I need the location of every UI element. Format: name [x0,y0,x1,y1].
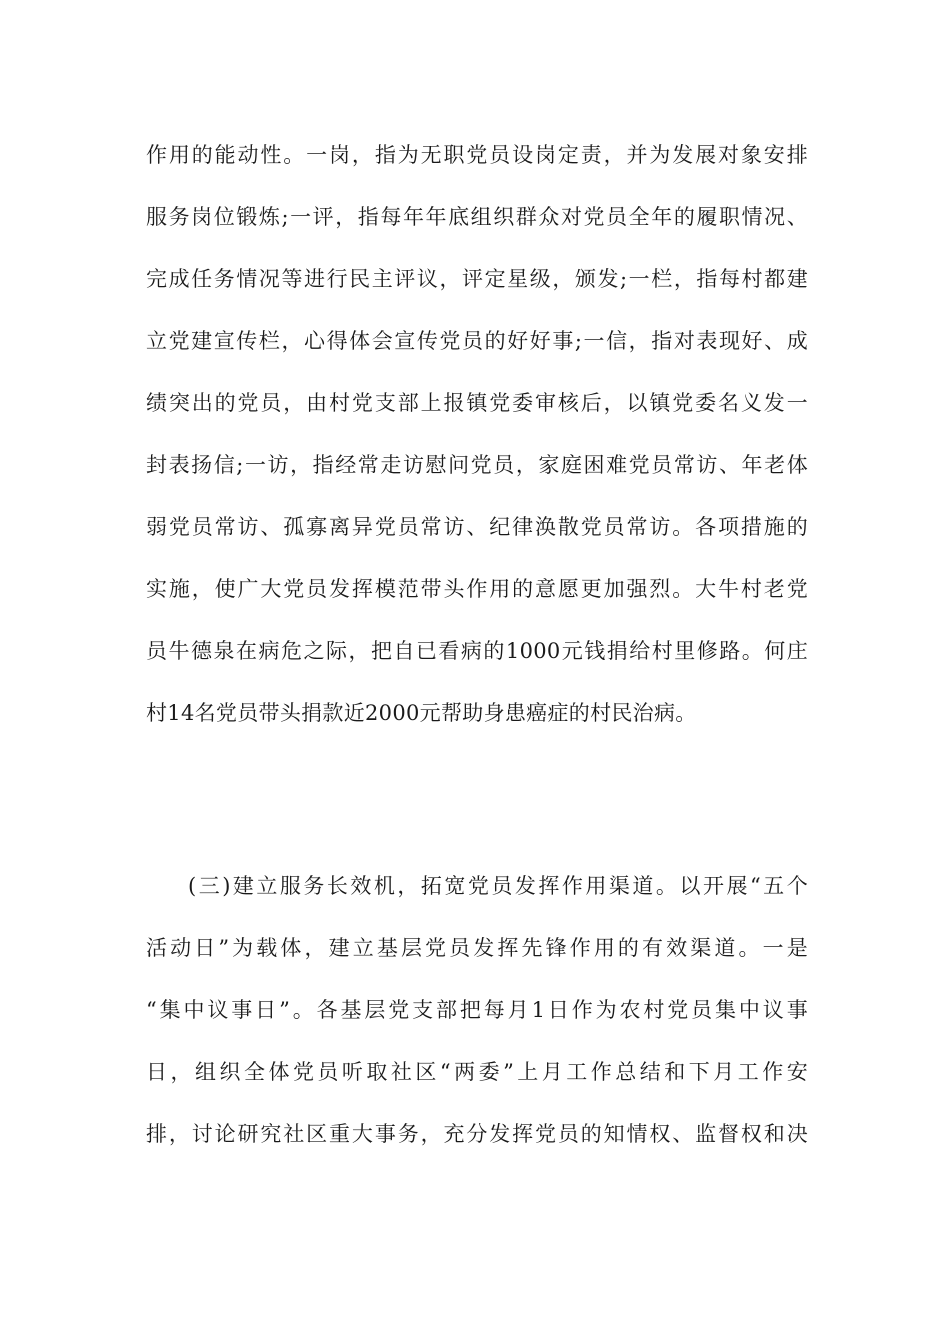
text-line: 弱党员常访、孤寡离异党员常访、纪律涣散党员常访。各项措施的 [146,515,808,539]
text-line: 作用的能动性。一岗，指为无职党员设岗定责，并为发展对象安排 [146,143,808,167]
text-line: 员牛德泉在病危之际，把自已看病的1000元钱捐给村里修路。何庄 [146,639,808,663]
text-line: 排，讨论研究社区重大事务，充分发挥党员的知情权、监督权和决 [146,1122,808,1146]
text-line: “集中议事日”。各基层党支部把每月1日作为农村党员集中议事 [146,998,808,1022]
text-line: 服务岗位锻炼;一评，指每年年底组织群众对党员全年的履职情况、 [146,205,808,229]
text-line: (三)建立服务长效机，拓宽党员发挥作用渠道。以开展“五个 [188,874,808,898]
text-line: 实施，使广大党员发挥模范带头作用的意愿更加强烈。大牛村老党 [146,577,808,601]
text-line: 完成任务情况等进行民主评议，评定星级，颁发;一栏，指每村都建 [146,267,808,291]
text-line: 封表扬信;一访，指经常走访慰问党员，家庭困难党员常访、年老体 [146,453,808,477]
text-line: 立党建宣传栏，心得体会宣传党员的好好事;一信，指对表现好、成 [146,329,808,353]
text-line: 村14名党员带头捐款近2000元帮助身患癌症的村民治病。 [146,701,697,725]
paragraph-party-member-measures [146,124,808,744]
text-line: 活动日”为载体，建立基层党员发挥先锋作用的有效渠道。一是 [146,936,808,960]
paragraph-service-mechanism [146,855,808,1165]
text-line: 绩突出的党员，由村党支部上报镇党委审核后，以镇党委名义发一 [146,391,808,415]
text-line: 日，组织全体党员听取社区“两委”上月工作总结和下月工作安 [146,1060,808,1084]
